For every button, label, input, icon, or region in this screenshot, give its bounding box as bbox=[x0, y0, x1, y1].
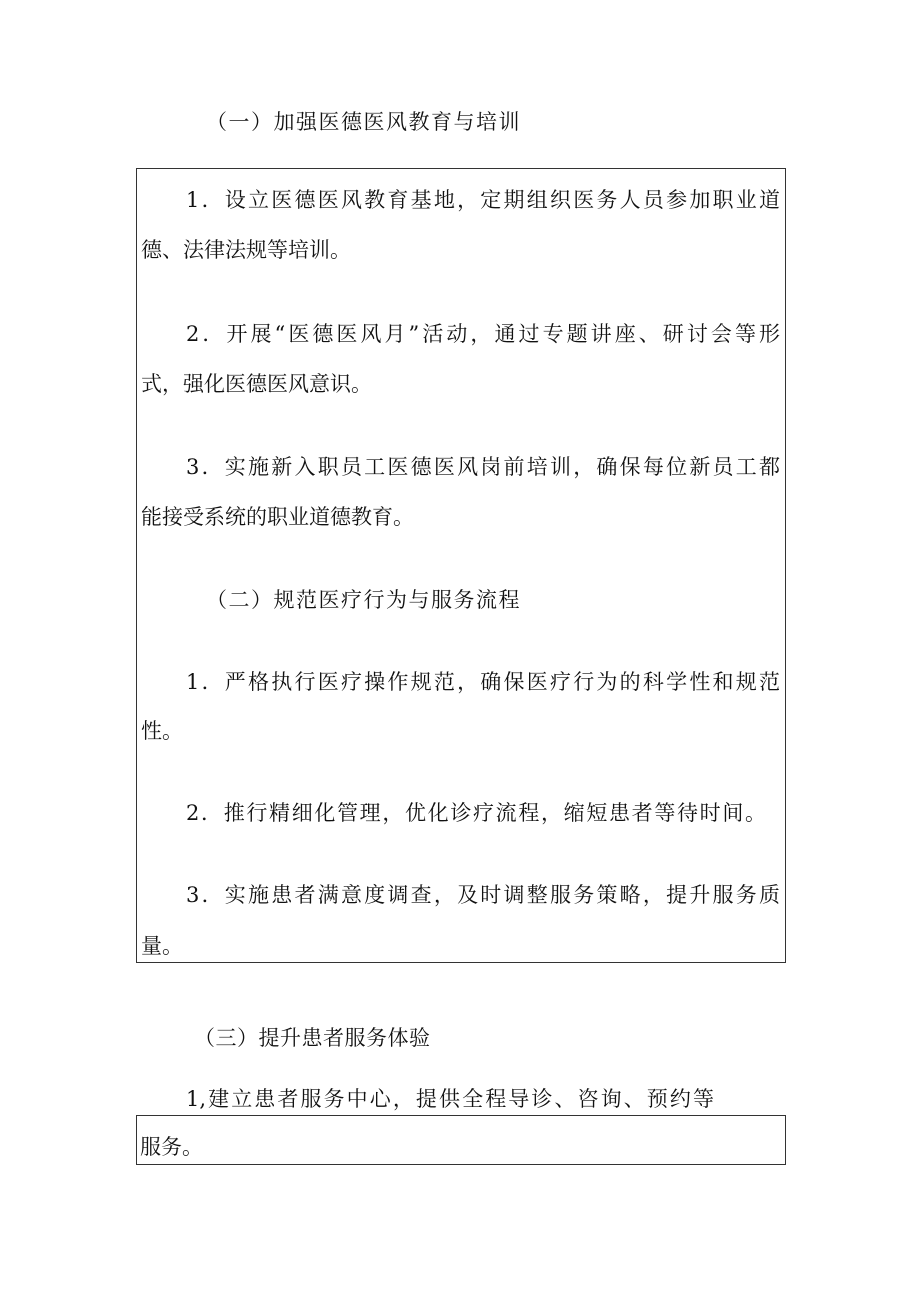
section-2-heading: （二）规范医疗行为与服务流程 bbox=[206, 588, 521, 612]
s2-item-1-line-2: 性。 bbox=[141, 719, 183, 743]
s2-item-3-line-1: 3．实施患者满意度调查，及时调整服务策略，提升服务质 bbox=[186, 883, 780, 907]
s3-item-1-line-1: 1,建立患者服务中心，提供全程导诊、咨询、预约等 bbox=[186, 1087, 714, 1111]
content-box-service bbox=[136, 1115, 786, 1165]
s1-item-3-line-1: 3．实施新入职员工医德医风岗前培训，确保每位新员工都 bbox=[186, 455, 780, 479]
s2-item-1-line-1: 1．严格执行医疗操作规范，确保医疗行为的科学性和规范 bbox=[186, 670, 780, 694]
content-box-main bbox=[136, 168, 786, 963]
s2-item-2-line-1: 2．推行精细化管理，优化诊疗流程，缩短患者等待时间。 bbox=[186, 801, 766, 825]
s3-item-1-line-2: 服务。 bbox=[140, 1135, 203, 1159]
s1-item-2-line-1: 2．开展“医德医风月”活动，通过专题讲座、研讨会等形 bbox=[186, 322, 780, 346]
s2-item-3-line-2: 量。 bbox=[141, 934, 183, 958]
s1-item-3-line-2: 能接受系统的职业道德教育。 bbox=[141, 505, 414, 529]
section-3-heading: （三）提升患者服务体验 bbox=[194, 1026, 431, 1050]
s1-item-1-line-1: 1．设立医德医风教育基地，定期组织医务人员参加职业道 bbox=[186, 188, 780, 212]
s1-item-2-line-2: 式，强化医德医风意识。 bbox=[141, 372, 372, 396]
section-1-heading: （一）加强医德医风教育与培训 bbox=[206, 110, 521, 134]
s1-item-1-line-2: 德、法律法规等培训。 bbox=[141, 238, 351, 262]
